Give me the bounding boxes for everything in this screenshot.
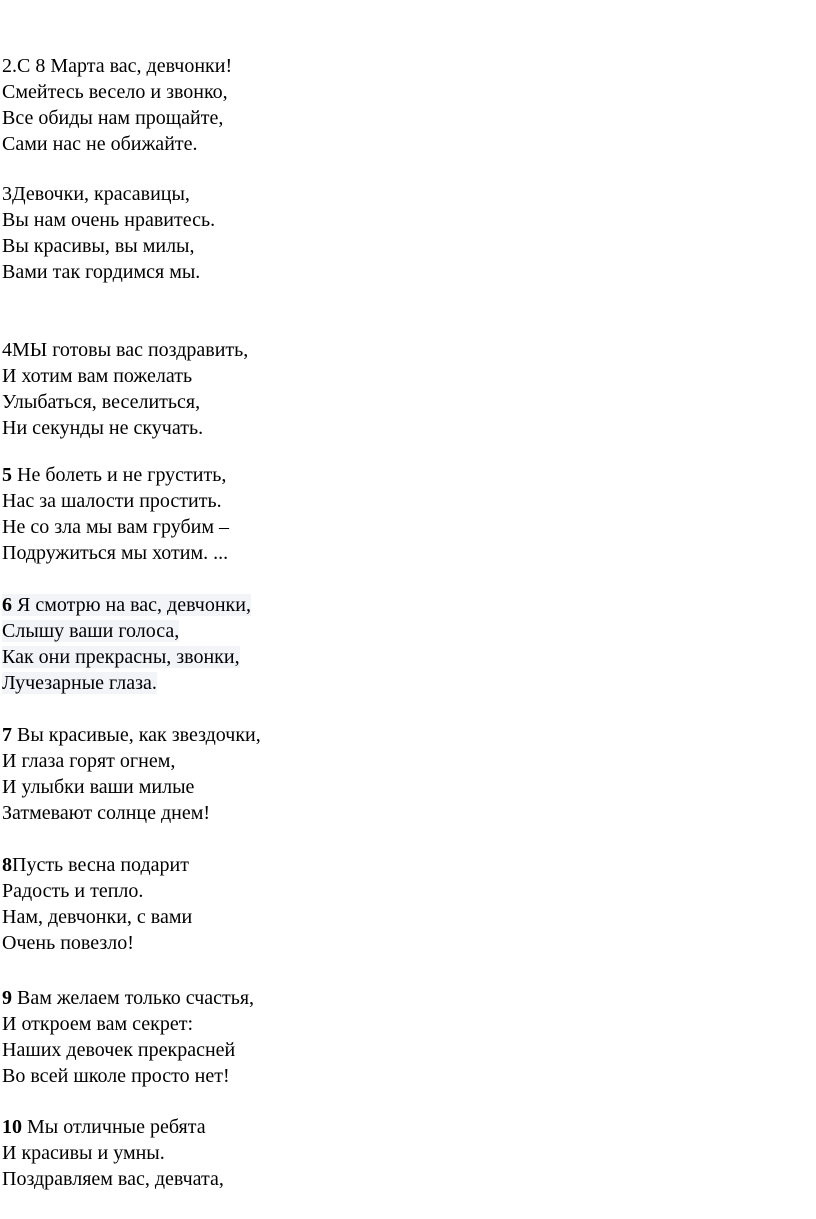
poem-line (2, 722, 261, 748)
poem-line (2, 985, 254, 1011)
poem-line: Не со зла мы вам грубим – (2, 516, 229, 538)
poem-line-text: Вы красивые, как звездочки, (12, 724, 261, 746)
stanza-5 (2, 462, 229, 566)
poem-line-text: Слышу ваши голоса, (2, 620, 180, 642)
stanza-6 (2, 592, 251, 696)
poem-line: Радость и тепло. (2, 880, 144, 902)
poem-line: 2.С 8 Марта вас, девчонки! (2, 55, 233, 77)
poem-line: Поздравляем вас, девчата, (2, 1168, 224, 1190)
poem-line-text: Мы отличные ребята (22, 1116, 206, 1138)
poem-line-text: Пусть весна подарит (12, 854, 189, 876)
poem-line: Затмевают солнце днем! (2, 802, 211, 824)
poem-line-text: Не болеть и не грустить, (12, 464, 227, 486)
poem-line: Подружиться мы хотим. ... (2, 542, 229, 564)
poem-line: Все обиды нам прощайте, (2, 107, 224, 129)
poem-line: Смейтесь весело и звонко, (2, 81, 228, 103)
stanza-10 (2, 1114, 224, 1192)
highlighted-line (2, 594, 251, 616)
poem-line: Улыбаться, веселиться, (2, 391, 201, 413)
poem-line-text: Я смотрю на вас, девчонки, (12, 594, 251, 616)
poem-line-text: Как они прекрасны, звонки, (2, 646, 240, 668)
stanza-number: 7 (2, 724, 12, 746)
stanza-number: 8 (2, 854, 12, 876)
poem-line: Наших девочек прекрасней (2, 1039, 236, 1061)
stanza-number: 5 (2, 464, 12, 486)
stanza-8 (2, 852, 192, 956)
poem-line: И откроем вам секрет: (2, 1013, 194, 1035)
poem-line: 4МЫ готовы вас поздравить, (2, 339, 249, 361)
stanza-number: 9 (2, 987, 12, 1009)
poem-line-text: Лучезарные глаза. (2, 672, 157, 694)
stanza-9 (2, 985, 254, 1089)
stanza-4 (2, 337, 248, 441)
poem-line (2, 1114, 224, 1140)
poem-line: Нас за шалости простить. (2, 490, 222, 512)
poem-line (2, 618, 251, 644)
poem-line: 3Девочки, красавицы, (2, 183, 190, 205)
poem-line: Вами так гордимся мы. (2, 261, 201, 283)
poem-line: Во всей школе просто нет! (2, 1065, 230, 1087)
poem-line: Нам, девчонки, с вами (2, 906, 193, 928)
poem-line: И улыбки ваши милые (2, 776, 195, 798)
poem-line: Очень повезло! (2, 932, 134, 954)
poem-line-text: Вам желаем только счастья, (12, 987, 255, 1009)
stanza-2 (2, 53, 232, 157)
poem-line: Ни секунды не скучать. (2, 417, 204, 439)
poem-line: Сами нас не обижайте. (2, 133, 198, 155)
stanza-number: 6 (2, 594, 12, 616)
poem-line: Вы красивы, вы милы, (2, 235, 195, 257)
poem-line (2, 670, 251, 696)
poem-line: Вы нам очень нравитесь. (2, 209, 216, 231)
poem-line (2, 462, 229, 488)
poem-line (2, 592, 251, 618)
poem-line (2, 644, 251, 670)
poem-line (2, 852, 192, 878)
stanza-3 (2, 181, 215, 285)
poem-line: И глаза горят огнем, (2, 750, 176, 772)
stanza-7 (2, 722, 261, 826)
poem-line: И красивы и умны. (2, 1142, 165, 1164)
stanza-number: 10 (2, 1116, 22, 1138)
poem-line: И хотим вам пожелать (2, 365, 193, 387)
